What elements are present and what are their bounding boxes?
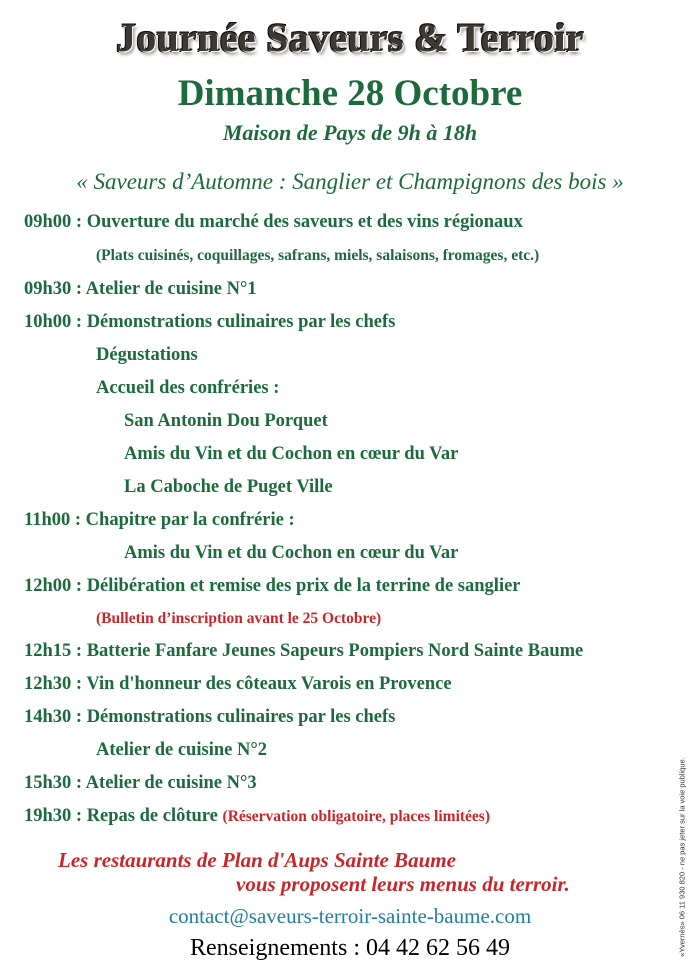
schedule-item: 15h30 : Atelier de cuisine N°3 (24, 773, 257, 793)
schedule-item: 10h00 : Démonstrations culinaires par les chefs (24, 312, 396, 332)
schedule-item-detail: Atelier de cuisine N°2 (96, 740, 267, 760)
schedule-item: 14h30 : Démonstrations culinaires par les chefs (24, 707, 396, 727)
contact-phone: Renseignements : 04 42 62 56 49 (190, 935, 510, 961)
confrerie-name: Amis du Vin et du Cochon en cœur du Var (124, 543, 459, 563)
event-theme: « Saveurs d’Automne : Sanglier et Champignons des bois » (76, 169, 624, 194)
reservation-note: (Réservation obligatoire, places limitées) (222, 808, 490, 825)
printer-note-text: «Yvernès» 06 11 930 820 - ne pas jeter sur la voie publique. (677, 757, 687, 957)
schedule-item: 11h00 : Chapitre par la confrérie : (24, 510, 295, 530)
printer-note (677, 742, 687, 972)
schedule-item: 12h00 : Délibération et remise des prix de la terrine de sanglier (24, 576, 521, 596)
event-title: Journée Saveurs & Terroir (116, 15, 584, 60)
schedule-item: 12h15 : Batterie Fanfare Jeunes Sapeurs Pompiers Nord Sainte Baume (24, 641, 584, 661)
contact-email: contact@saveurs-terroir-sainte-baume.com (168, 904, 532, 928)
event-date: Dimanche 28 Octobre (177, 73, 523, 114)
event-venue: Maison de Pays de 9h à 18h (222, 120, 478, 145)
restaurants-line-1: Les restaurants de Plan d'Aups Sainte Baume (58, 848, 456, 872)
confrerie-name: La Caboche de Puget Ville (124, 477, 333, 497)
schedule-item-detail: (Plats cuisinés, coquillages, safrans, miels, salaisons, fromages, etc.) (96, 247, 540, 264)
schedule-item-detail: Accueil des confréries : (96, 378, 280, 398)
schedule-item-note: (Bulletin d’inscription avant le 25 Octobre) (96, 610, 382, 627)
schedule-item: 09h00 : Ouverture du marché des saveurs et des vins régionaux (24, 212, 523, 232)
schedule-item: 09h30 : Atelier de cuisine N°1 (24, 279, 257, 299)
confrerie-name: San Antonin Dou Porquet (124, 411, 328, 431)
schedule-item (24, 804, 490, 829)
restaurants-line-2: vous proposent leurs menus du terroir. (236, 872, 570, 896)
schedule-item-label: 19h30 : Repas de clôture (24, 806, 218, 826)
confrerie-name: Amis du Vin et du Cochon en cœur du Var (124, 444, 459, 464)
schedule-item: 12h30 : Vin d'honneur des côteaux Varois en Provence (24, 674, 452, 694)
schedule-item-detail: Dégustations (96, 345, 198, 365)
